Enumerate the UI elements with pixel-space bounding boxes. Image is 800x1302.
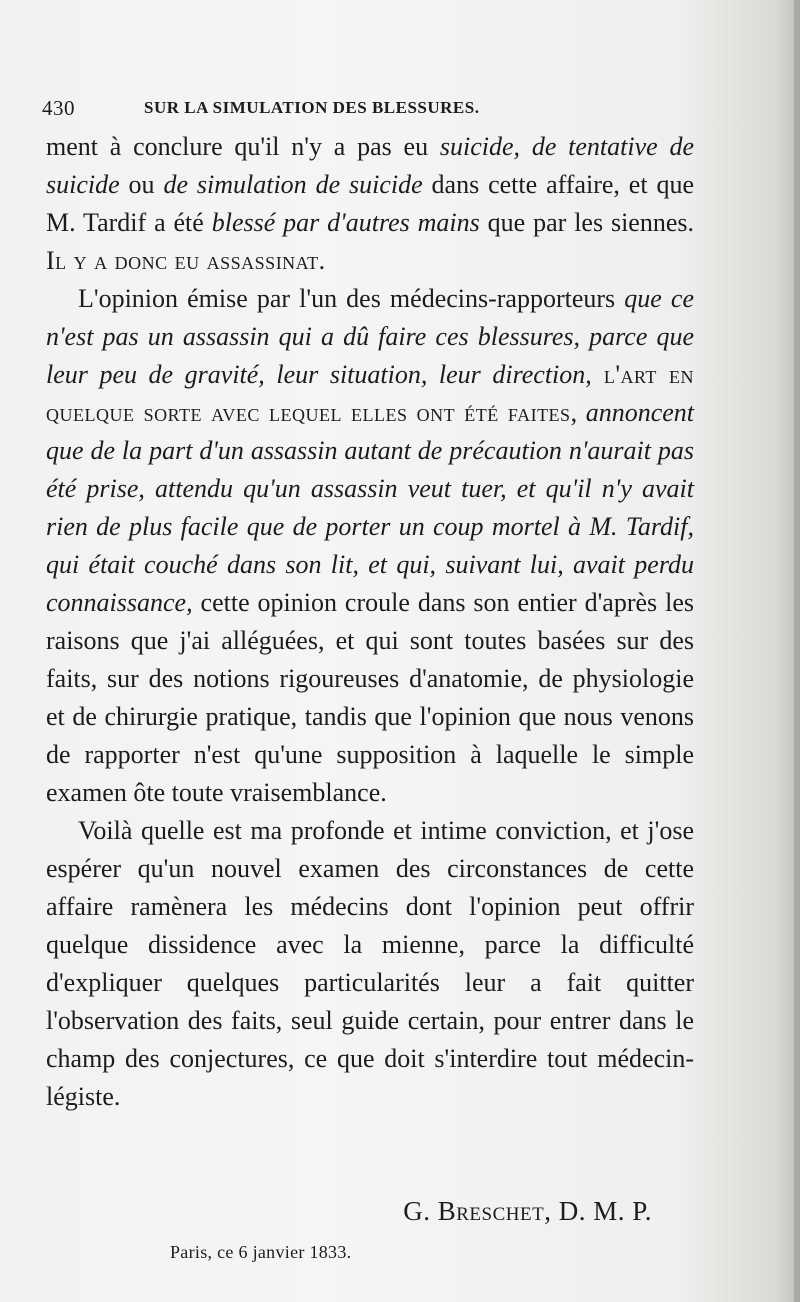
text-span: que par les siennes. (479, 208, 695, 237)
text-span: cette opinion croule dans son entier d'après les raisons que j'ai alléguées, et qui sont toutes basées sur des faits, sur des notions rigoureuses d'anatomie, de physiologie et de chirurgie pratique, tandis que l'opinion que nous venons de rapporter n'est qu'une supposition à laquelle le simple examen ôte toute vraisemblance. (46, 588, 694, 807)
page-number: 430 (42, 96, 75, 120)
page-edge-shadow (794, 0, 800, 1302)
text-span: , (570, 398, 586, 427)
small-caps-span: l'art en quelque sorte avec lequel elles ont été faites (46, 360, 694, 427)
small-caps-span: Il y a donc eu assassinat. (46, 246, 326, 275)
paragraph-1 (46, 128, 694, 280)
text-span: ment à conclure qu'il n'y a pas eu (46, 132, 440, 161)
dateline: Paris, ce 6 janvier 1833. (170, 1242, 352, 1262)
page-body (46, 128, 694, 1116)
signature-suffix: , D. M. P. (544, 1196, 652, 1226)
signature-surname: Breschet (437, 1196, 545, 1226)
italic-span: annoncent que de la part d'un assassin autant de précaution n'aurait pas été prise, attendu qu'un assassin veut tuer, et qu'il n'y avait rien de plus facile que de porter un coup mortel à M. Tardif, qui était couché dans son lit, et qui, suivant lui, avait perdu connaissance, (46, 398, 695, 617)
signature (403, 1196, 652, 1227)
running-title: SUR LA SIMULATION DES BLESSURES. (144, 98, 480, 117)
italic-span: blessé par d'autres mains (211, 208, 480, 237)
signature-initial: G. (403, 1196, 438, 1226)
italic-span: de simulation de suicide (163, 170, 423, 199)
italic-span: que ce n'est pas un assassin qui a dû faire ces blessures, parce que leur peu de gravité, leur situation, leur direction, (46, 284, 695, 389)
paragraph-3: Voilà quelle est ma profonde et intime conviction, et j'ose espérer qu'un nouvel examen des circonstances de cette affaire ramènera les médecins dont l'opinion peut offrir quelque dissidence avec la mienne, parce la difficulté d'expliquer quelques particularités leur a fait quitter l'observation des faits, seul guide certain, pour entrer dans le champ des conjectures, ce que doit s'interdire tout médecin-légiste. (46, 816, 694, 1111)
page-header (42, 96, 662, 126)
text-span: L'opinion émise par l'un des médecins-rapporteurs (78, 284, 625, 313)
text-span: ou (119, 170, 164, 199)
italic-span: suicide, de tentative de suicide (46, 132, 694, 199)
text-span: dans cette affaire, et que M. Tardif a été (46, 170, 695, 237)
paragraph-2 (46, 280, 694, 812)
